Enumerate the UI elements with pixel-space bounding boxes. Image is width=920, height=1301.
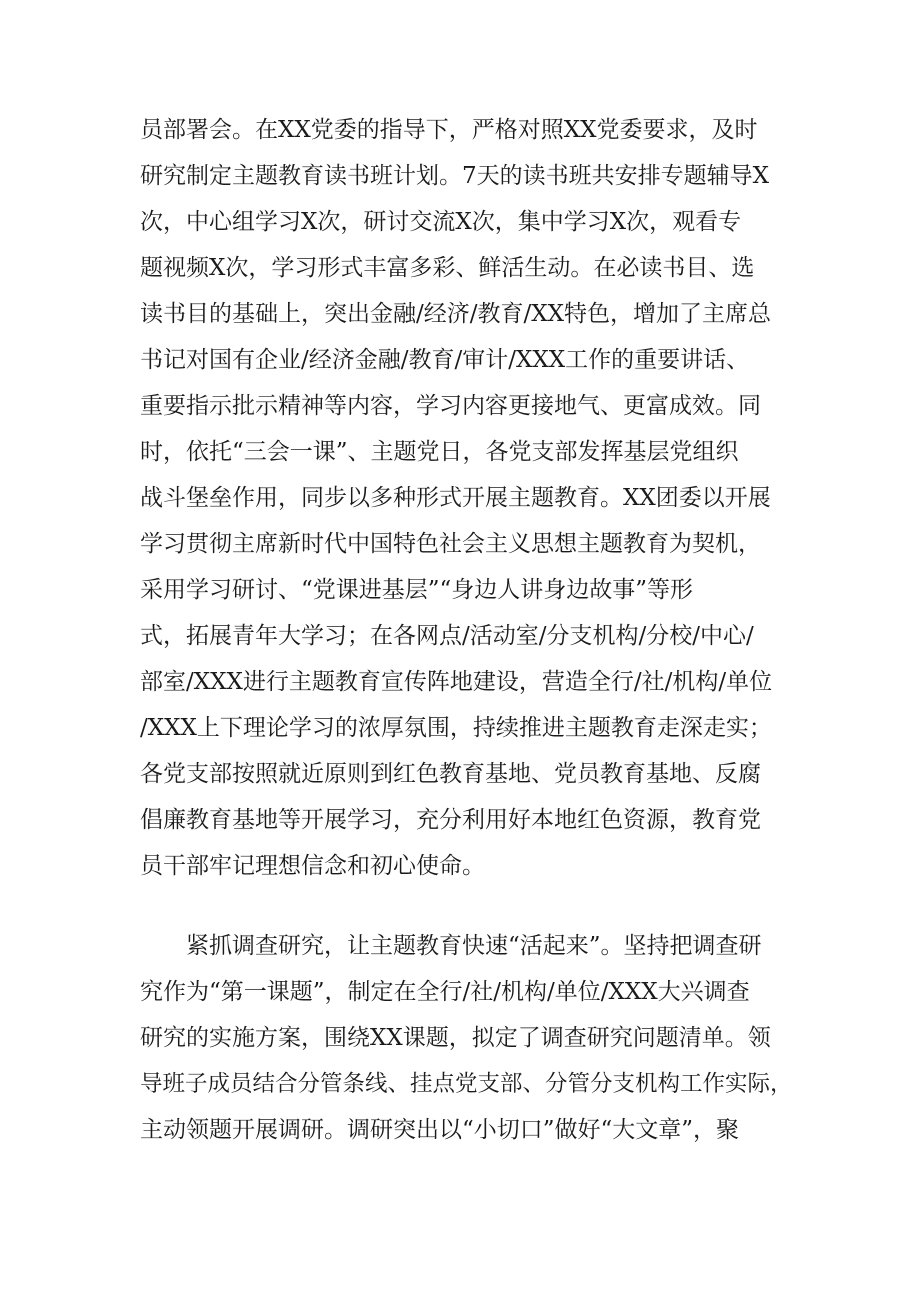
text-line: 书记对国有企业/经济金融/教育/审计/XXX工作的重要讲话、 bbox=[140, 347, 750, 373]
text-line: 主动领题开展调研。调研突出以“小切口”做好“大文章”，聚 bbox=[140, 1117, 740, 1143]
text-line: 学习贯彻主席新时代中国特色社会主义思想主题教育为契机， bbox=[140, 531, 761, 557]
text-line: 次，中心组学习X次，研讨交流X次，集中学习X次，观看专 bbox=[140, 209, 742, 235]
text-line: 题视频X次，学习形式丰富多彩、鲜活生动。在必读书目、选 bbox=[140, 255, 755, 281]
text-line: 时，依托“三会一课”、主题党日，各党支部发挥基层党组织 bbox=[140, 439, 739, 465]
text-line: 读书目的基础上，突出金融/经济/教育/XX特色，增加了主席总 bbox=[140, 301, 771, 327]
text-line: 采用学习研讨、“党课进基层”“身边人讲身边故事”等形 bbox=[140, 577, 694, 603]
text-line: /XXX上下理论学习的浓厚氛围，持续推进主题教育走深走实； bbox=[140, 715, 772, 741]
text-line: 究作为“第一课题”，制定在全行/社/机构/单位/XXX大兴调查 bbox=[140, 979, 750, 1005]
text-line: 战斗堡垒作用，同步以多种形式开展主题教育。XX团委以开展 bbox=[140, 485, 771, 511]
text-line: 部室/XXX进行主题教育宣传阵地建设，营造全行/社/机构/单位 bbox=[140, 669, 773, 695]
text-line: 员部署会。在XX党委的指导下，严格对照XX党委要求，及时 bbox=[140, 117, 758, 143]
text-line: 倡廉教育基地等开展学习，充分利用好本地红色资源，教育党 bbox=[140, 807, 761, 833]
text-line: 重要指示批示精神等内容，学习内容更接地气、更富成效。同 bbox=[140, 393, 761, 419]
text-line: 研究的实施方案，围绕XX课题，拟定了调查研究问题清单。领 bbox=[140, 1025, 771, 1051]
text-line: 各党支部按照就近原则到红色教育基地、党员教育基地、反腐 bbox=[140, 761, 761, 787]
text-line: 员干部牢记理想信念和初心使命。 bbox=[140, 853, 485, 879]
text-line: 研究制定主题教育读书班计划。7天的读书班共安排专题辅导X bbox=[140, 163, 770, 189]
text-line: 式，拓展青年大学习；在各网点/活动室/分支机构/分校/中心/ bbox=[140, 623, 754, 649]
text-line: 导班子成员结合分管条线、挂点党支部、分管分支机构工作实际， bbox=[140, 1071, 793, 1097]
text-line: 紧抓调查研究，让主题教育快速“活起来”。坚持把调查研 bbox=[186, 933, 762, 959]
